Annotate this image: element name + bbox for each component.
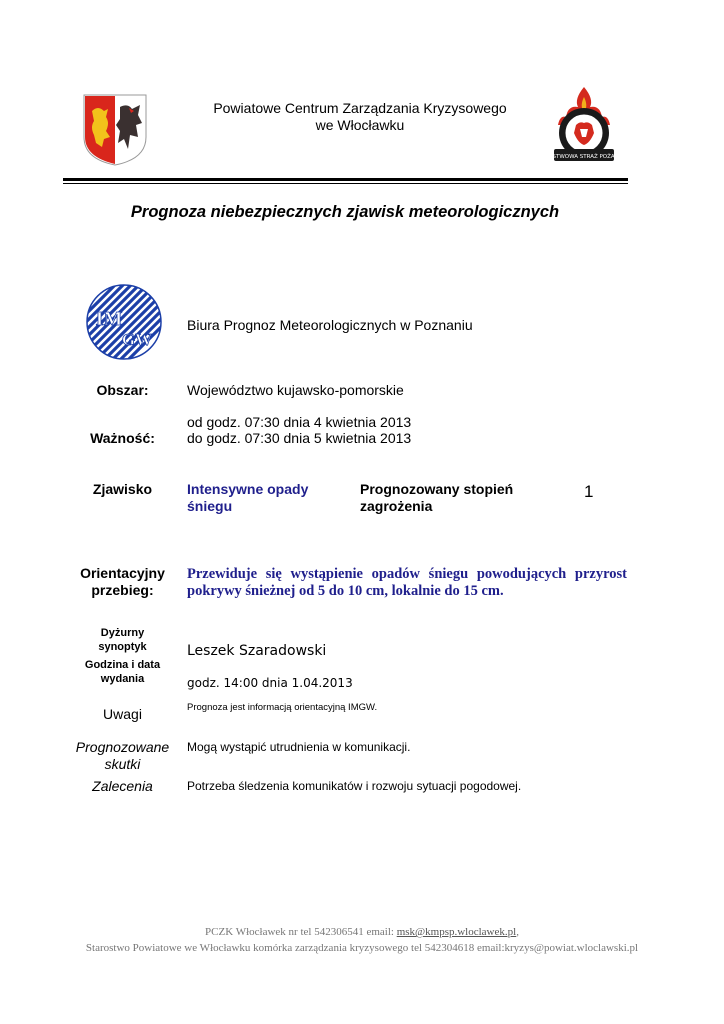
threat-level-value: 1 — [584, 482, 594, 501]
footer-email-link[interactable]: msk@kmpsp.wloclawek.pl — [396, 926, 517, 938]
phenomenon-value-line-1: Intensywne opady — [187, 481, 309, 497]
validity-to: do godz. 07:30 dnia 5 kwietnia 2013 — [187, 430, 412, 446]
header-text — [160, 100, 560, 134]
course-text-line-2: pokrywy śnieżnej od 5 do 10 cm, lokalnie do 15 cm. — [187, 583, 504, 599]
source-text: Biura Prognoz Meteorologicznych w Poznaniu — [187, 317, 473, 333]
effects-label-line-2: skutki — [104, 756, 141, 772]
course-text — [187, 566, 627, 600]
issued-label — [70, 658, 175, 686]
imgw-logo — [85, 283, 163, 361]
recommendations-value: Potrzeba śledzenia komunikatów i rozwoju sytuacji pogodowej. — [187, 779, 522, 793]
phenomenon-value — [187, 481, 308, 515]
remarks-value: Prognoza jest informacją orientacyjną IMGW. — [187, 702, 378, 713]
header-line-2: we Włocławku — [315, 117, 405, 133]
header-rule-thick — [63, 178, 628, 181]
threat-level-label-line-2: zagrożenia — [360, 498, 433, 514]
forecaster-label-line-2: synoptyk — [98, 641, 147, 653]
phenomenon-label: Zjawisko — [92, 481, 153, 497]
issued-value: godz. 14:00 dnia 1.04.2013 — [187, 676, 353, 690]
forecaster-label-line-1: Dyżurny — [100, 627, 145, 639]
effects-value: Mogą wystąpić utrudnienia w komunikacji. — [187, 740, 411, 754]
phenomenon-value-line-2: śniegu — [187, 498, 233, 514]
imgw-logo-text-2: GW — [121, 330, 153, 349]
forecaster-label — [70, 626, 175, 654]
effects-label — [65, 739, 180, 773]
area-label: Obszar: — [96, 382, 149, 398]
course-text-line-1: Przewiduje się wystąpienie opadów śniegu powodujących przyrost — [187, 566, 627, 582]
threat-level-label — [360, 481, 513, 515]
footer-line-1-prefix: PCZK Włocławek nr tel 542306541 email: — [205, 926, 397, 938]
fire-service-logo-text: PAŃSTWOWA STRAŻ POŻARNA — [541, 154, 627, 160]
fire-service-logo — [541, 85, 627, 167]
footer-line-1 — [40, 926, 684, 938]
footer-line-2: Starostwo Powiatowe we Włocławku komórka zarządzania kryzysowego tel 542304618 email:kryzys@powiat.wloclawski.pl — [85, 942, 639, 954]
recommendations-label: Zalecenia — [92, 778, 153, 794]
page-title: Prognoza niebezpiecznych zjawisk meteorologicznych — [130, 203, 560, 221]
validity-from: od godz. 07:30 dnia 4 kwietnia 2013 — [187, 414, 412, 430]
effects-label-line-1: Prognozowane — [75, 739, 170, 755]
forecaster-name: Leszek Szaradowski — [187, 643, 327, 659]
remarks-label: Uwagi — [103, 706, 142, 722]
issued-label-line-1: Godzina i data — [84, 659, 161, 671]
footer-line-1-suffix: , — [516, 926, 519, 938]
course-label-line-1: Orientacyjny — [80, 565, 165, 581]
coat-of-arms-logo — [82, 93, 148, 167]
issued-label-line-2: wydania — [100, 673, 145, 685]
imgw-logo-text-1: IM — [95, 308, 123, 330]
threat-level-label-line-1: Prognozowany stopień — [360, 481, 514, 497]
area-value: Województwo kujawsko-pomorskie — [187, 382, 404, 398]
header-rule-thin — [63, 183, 628, 184]
validity-label: Ważność: — [90, 430, 155, 446]
course-label-line-2: przebieg: — [91, 582, 154, 598]
header-line-1: Powiatowe Centrum Zarządzania Kryzysowego — [213, 100, 507, 116]
course-label — [65, 565, 180, 599]
